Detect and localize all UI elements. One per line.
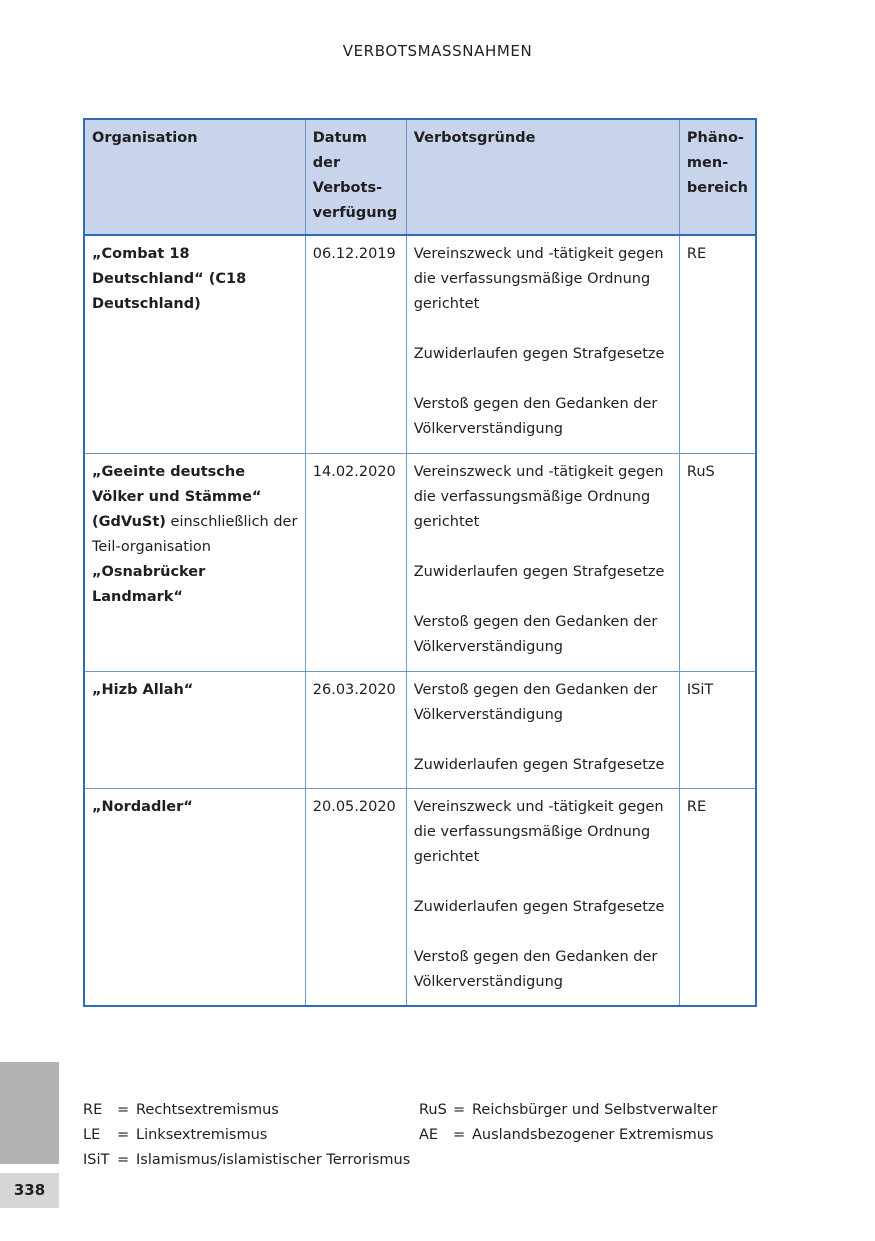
legend-row <box>83 1123 717 1148</box>
column-header-area-line-2: men- <box>686 155 729 171</box>
reason-spacer <box>414 728 672 753</box>
ban-reason: Vereinszweck und -tätigkeit gegen die verfassungsmäßige Ordnung gerichtet <box>413 464 664 530</box>
ban-reason: Vereinszweck und -tätigkeit gegen die verfassungsmäßige Ordnung gerichtet <box>413 246 664 312</box>
legend-abbr: LE <box>83 1127 101 1143</box>
cell-ban-reasons <box>406 789 679 1007</box>
page-edge-tab <box>0 1062 59 1164</box>
ban-reason: Verstoß gegen den Gedanken der Völkerverständigung <box>413 949 658 990</box>
table-header-row <box>84 119 756 235</box>
ban-reason: Verstoß gegen den Gedanken der Völkerverständigung <box>413 614 658 655</box>
cell-organisation <box>84 235 305 454</box>
cell-organisation <box>84 789 305 1007</box>
column-header-date-line-1: Datum der <box>312 130 367 171</box>
legend-abbr: RE <box>83 1102 103 1118</box>
cell-ban-date: 06.12.2019 <box>305 235 406 454</box>
legend-meaning: Linksextremismus <box>136 1127 268 1143</box>
page-number: 338 <box>0 1173 59 1208</box>
organisation-name-part: „Osnabrücker Landmark“ <box>92 564 206 605</box>
organisation-name-part: „Geeinte deutsche Völker und Stämme“ (GdVuSt) <box>92 464 262 530</box>
column-header-area-line-3: bereich <box>686 180 748 196</box>
organisation-name-part: „Combat 18 Deutschland“ (C18 Deutschland) <box>92 246 247 312</box>
legend-equals: = <box>117 1102 130 1118</box>
ban-measures-table <box>83 118 757 1007</box>
legend-equals: = <box>453 1102 466 1118</box>
table-row <box>84 672 756 789</box>
cell-ban-date: 14.02.2020 <box>305 454 406 672</box>
legend-meaning: Rechtsextremismus <box>136 1102 279 1118</box>
column-header-reasons: Verbotsgründe <box>406 119 679 235</box>
legend-abbr: ISiT <box>83 1152 110 1168</box>
column-header-area <box>679 119 756 235</box>
legend-meaning: Islamismus/islamistischer Terrorismus <box>136 1152 411 1168</box>
abbreviation-legend <box>83 1098 717 1173</box>
reason-spacer <box>414 585 672 610</box>
column-header-area-line-1: Phäno- <box>686 130 744 146</box>
legend-item <box>419 1098 717 1123</box>
column-header-date-line-2: Verbots- <box>312 180 383 196</box>
cell-phenomenon-area: RE <box>679 789 756 1007</box>
organisation-name-part: einschließlich der Teil-organisation <box>92 514 298 555</box>
table-row <box>84 454 756 672</box>
ban-reason: Zuwiderlaufen gegen Strafgesetze <box>413 757 665 773</box>
column-header-organisation: Organisation <box>84 119 305 235</box>
legend-abbr: RuS <box>419 1102 447 1118</box>
cell-ban-reasons <box>406 672 679 789</box>
legend-equals: = <box>117 1152 130 1168</box>
reason-spacer <box>414 870 672 895</box>
table-row <box>84 789 756 1007</box>
legend-item <box>83 1148 419 1173</box>
cell-phenomenon-area: RuS <box>679 454 756 672</box>
reason-spacer <box>414 317 672 342</box>
cell-ban-reasons <box>406 454 679 672</box>
ban-reason: Verstoß gegen den Gedanken der Völkerverständigung <box>413 682 658 723</box>
cell-phenomenon-area: RE <box>679 235 756 454</box>
page-header: VERBOTSMASSNAHMEN <box>342 42 533 60</box>
ban-reason: Vereinszweck und -tätigkeit gegen die verfassungsmäßige Ordnung gerichtet <box>413 799 664 865</box>
legend-row <box>83 1098 717 1123</box>
organisation-name-part: „Hizb Allah“ <box>92 682 194 698</box>
ban-reason: Zuwiderlaufen gegen Strafgesetze <box>413 899 665 915</box>
reason-spacer <box>414 920 672 945</box>
cell-ban-date: 26.03.2020 <box>305 672 406 789</box>
ban-reason: Zuwiderlaufen gegen Strafgesetze <box>413 564 665 580</box>
cell-ban-date: 20.05.2020 <box>305 789 406 1007</box>
legend-meaning: Auslandsbezogener Extremismus <box>472 1127 714 1143</box>
cell-organisation <box>84 454 305 672</box>
legend-item <box>83 1123 419 1148</box>
table-row <box>84 235 756 454</box>
cell-organisation <box>84 672 305 789</box>
legend-equals: = <box>453 1127 466 1143</box>
ban-reason: Zuwiderlaufen gegen Strafgesetze <box>413 346 665 362</box>
legend-item <box>83 1098 419 1123</box>
legend-row <box>83 1148 717 1173</box>
organisation-name-part: „Nordadler“ <box>92 799 193 815</box>
legend-item <box>419 1123 714 1148</box>
ban-reason: Verstoß gegen den Gedanken der Völkerverständigung <box>413 396 658 437</box>
column-header-date-line-3: verfügung <box>312 205 398 221</box>
column-header-date <box>305 119 406 235</box>
reason-spacer <box>414 535 672 560</box>
legend-equals: = <box>117 1127 130 1143</box>
reason-spacer <box>414 367 672 392</box>
cell-phenomenon-area: ISiT <box>679 672 756 789</box>
table-body <box>84 235 756 1006</box>
cell-ban-reasons <box>406 235 679 454</box>
legend-meaning: Reichsbürger und Selbstverwalter <box>472 1102 718 1118</box>
legend-abbr: AE <box>419 1127 439 1143</box>
